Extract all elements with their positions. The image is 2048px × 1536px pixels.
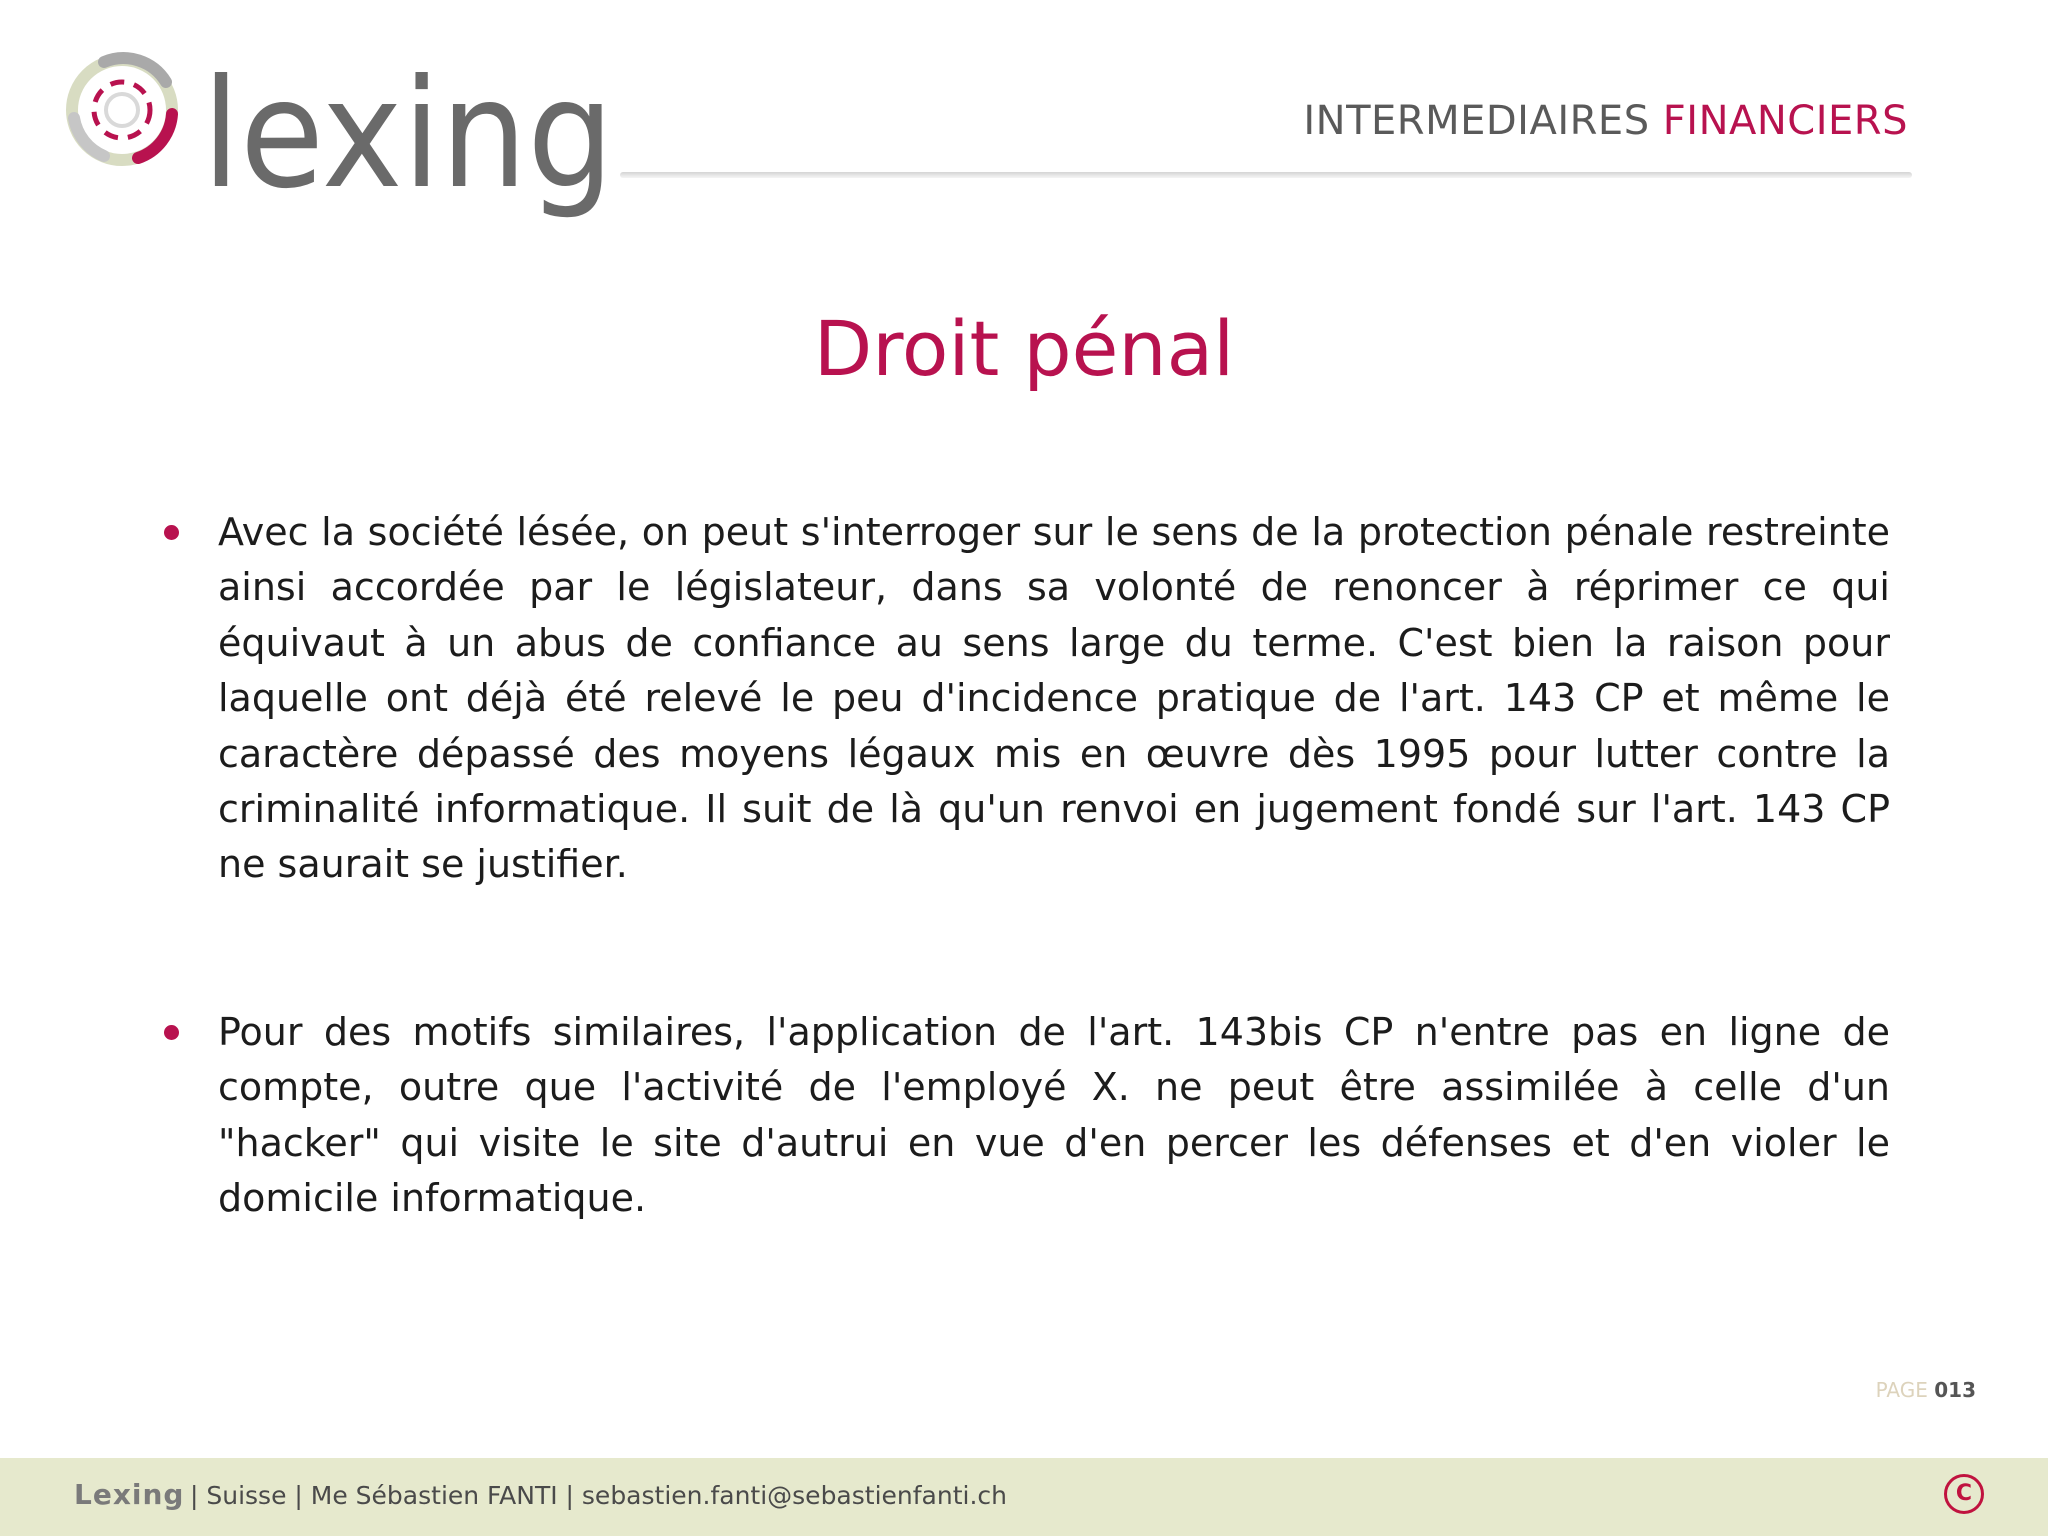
bullet-dot-icon [164,1025,179,1040]
section-tag-part1: INTERMEDIAIRES [1303,98,1650,144]
bullet-text: Avec la société lésée, on peut s'interroger sur le sens de la protection pénale restreinte ainsi accordée par le législateur, dans sa volonté de renoncer à réprimer ce qui équivaut à un abus de confiance au sens large du terme. C'est bien la raison pour laquelle ont déjà été relevé le peu d'incidence pratique de l'art. 143 CP et même le caractère dépassé des moyens légaux mis en œuvre dès 1995 pour lutter contre la criminalité informatique. Il suit de là qu'un renvoi en jugement fondé sur l'art. 143 CP ne saurait se justifier. [218,510,1890,887]
section-tag-part2: FINANCIERS [1662,98,1908,144]
page-title: Droit pénal [813,304,1235,393]
page-number-value: 013 [1934,1378,1976,1402]
bullet-list [160,505,1890,1226]
bullet-item [160,1005,1890,1227]
bullet-item [160,505,1890,893]
lexing-logo [64,22,624,272]
bullet-text: Pour des motifs similaires, l'application de l'art. 143bis CP n'entre pas en ligne de compte, outre que l'activité de l'employé X. ne peut être assimilée à celle d'un "hacker" qui visite le site d'autrui en vue d'en percer les défenses et d'en violer le domicile informatique. [218,1009,1890,1221]
section-tag [1303,98,1908,144]
copyright-icon: C [1944,1474,1984,1514]
page-label: PAGE [1875,1378,1928,1402]
header-divider [620,172,1912,178]
logo-wordmark: lexing [202,48,614,222]
footer-contact-text: | Suisse | Me Sébastien FANTI | sebastien.fanti@sebastienfanti.ch [190,1481,1008,1510]
footer-brand: Lexing [74,1478,185,1511]
footer-bar [0,1458,2048,1536]
logo-ring-icon [72,58,172,160]
page-number [1876,1378,1976,1402]
bullet-dot-icon [164,525,179,540]
